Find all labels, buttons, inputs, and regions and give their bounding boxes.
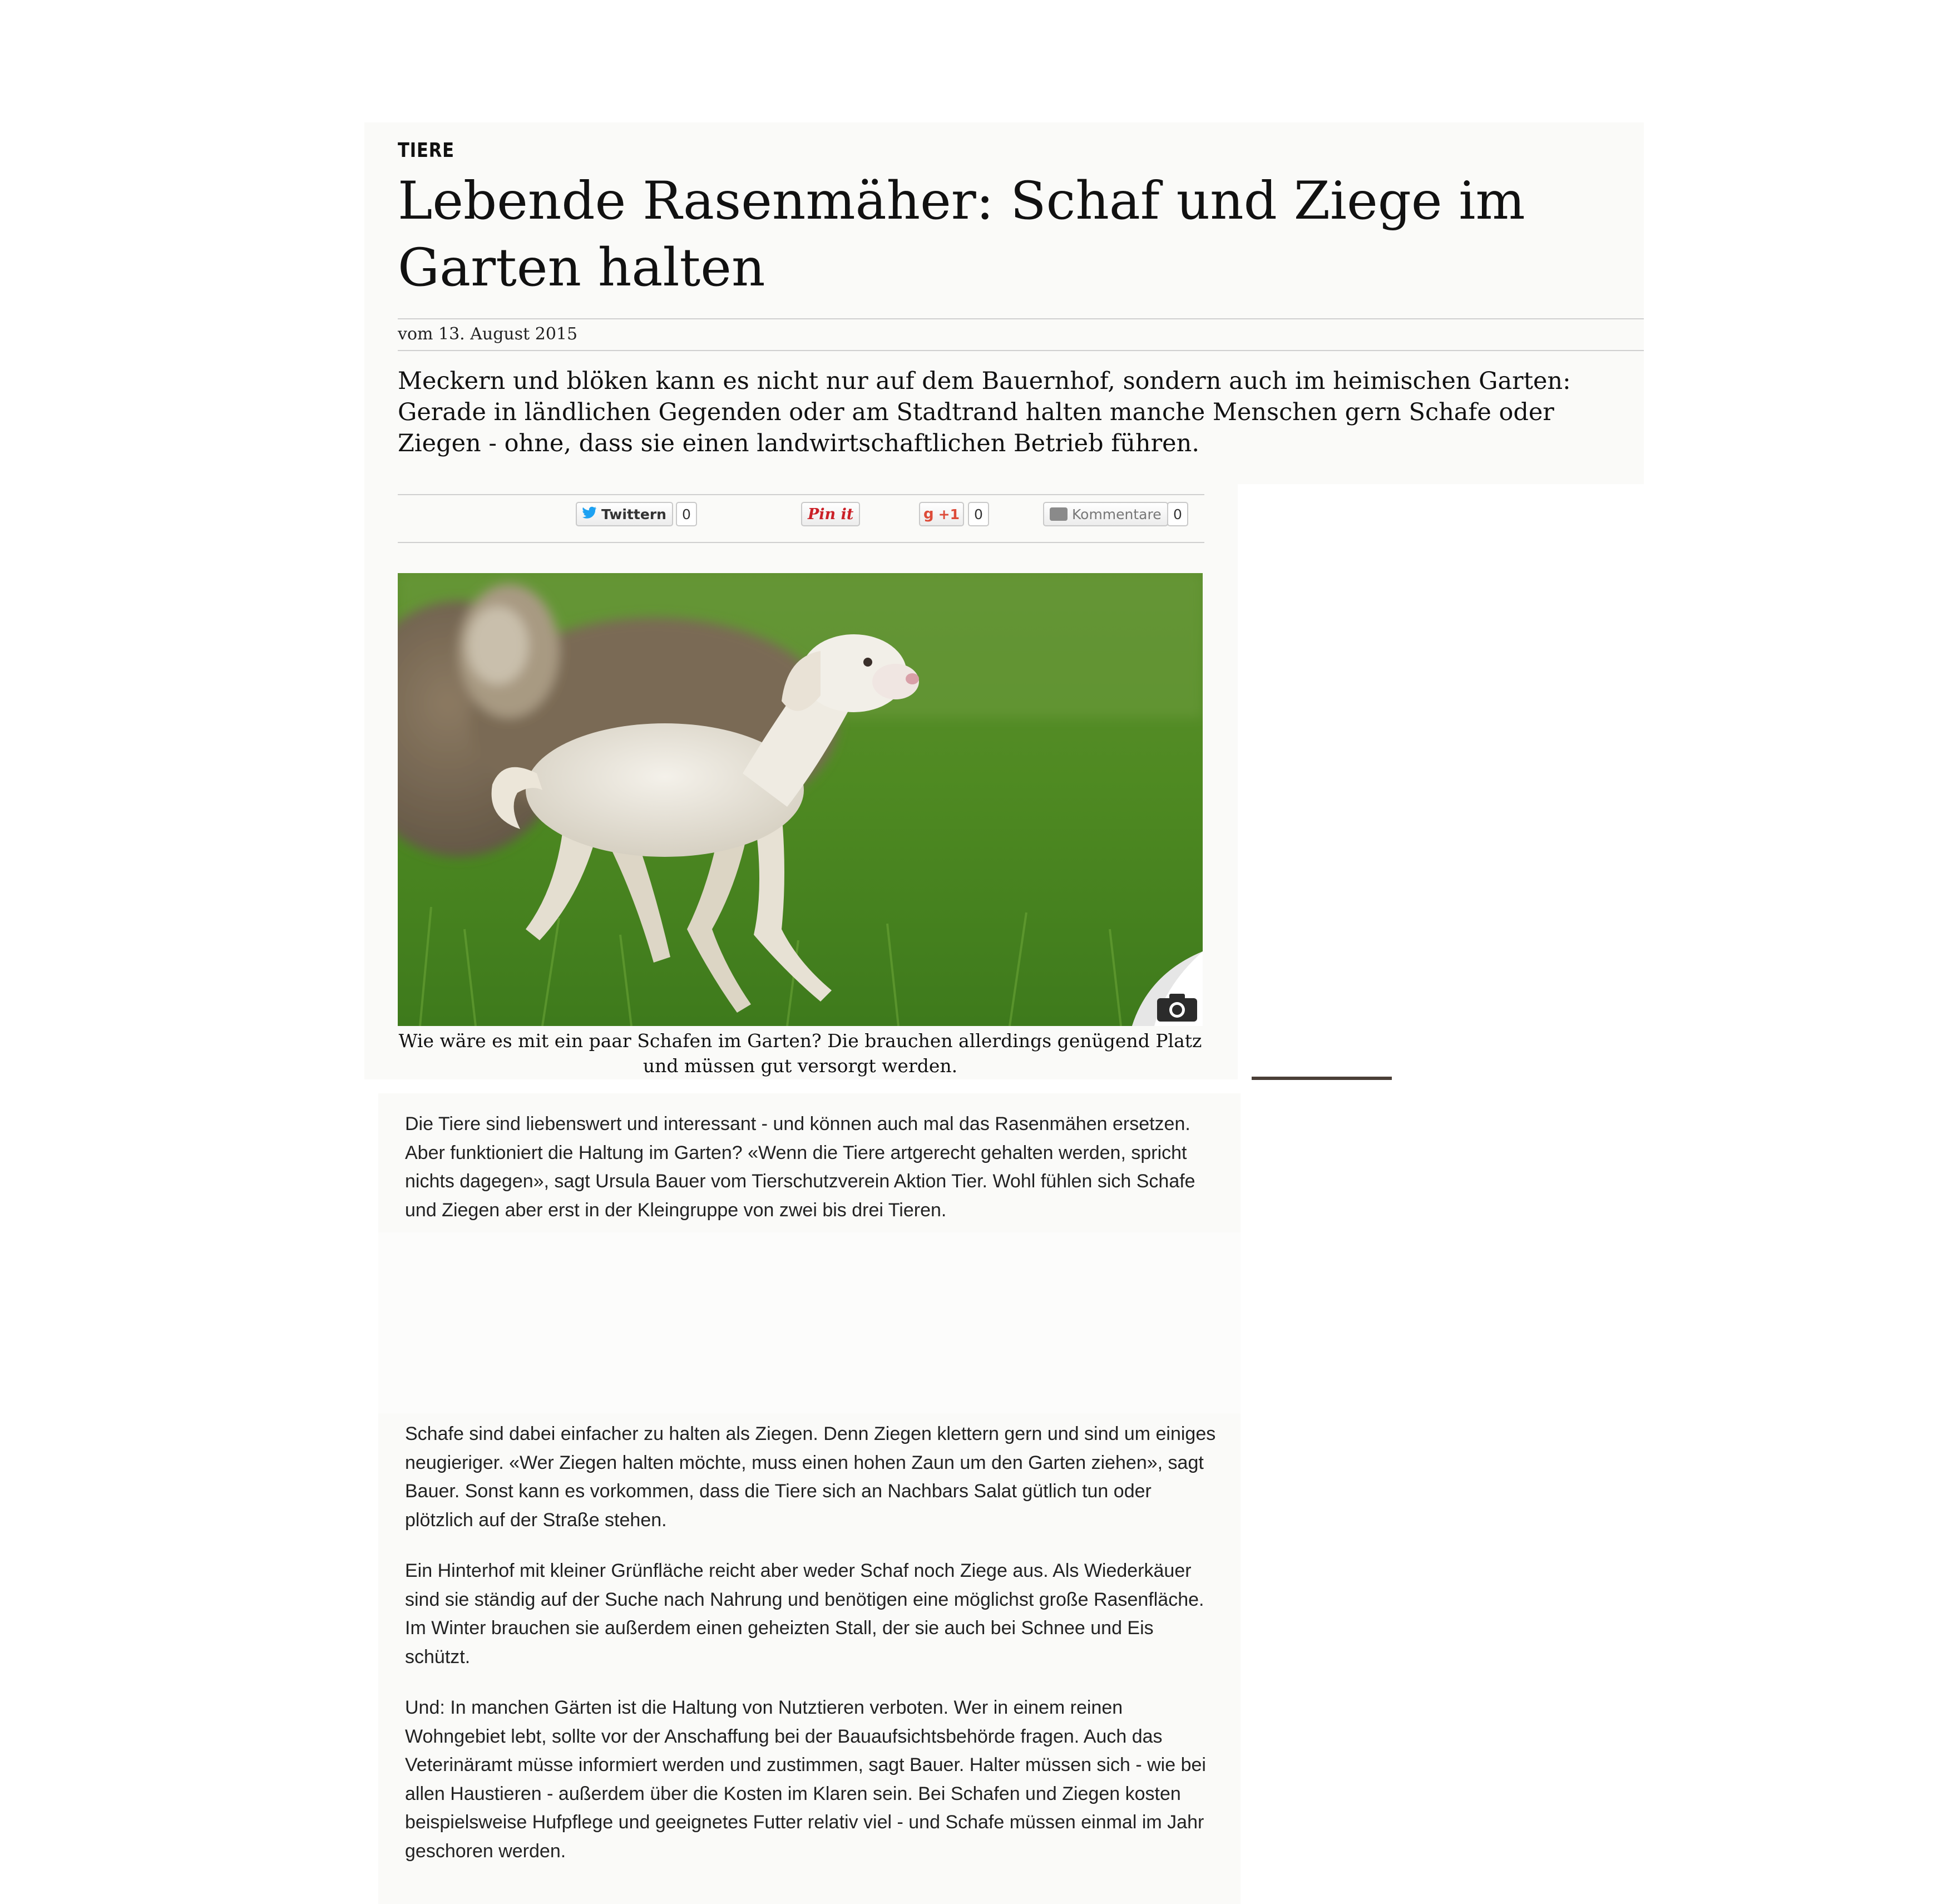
share-bar [398,494,1204,543]
twitter-share-label: Twittern [601,506,666,522]
comments-count: 0 [1167,502,1188,526]
speech-bubble-icon [1050,507,1068,521]
article-body-block [378,1093,1241,1232]
article-paragraph: Die Tiere sind liebenswert und interessant - und können auch mal das Rasenmähen ersetzen. Aber funktioniert die Haltung im Garten? «Wenn die Tiere artgerecht gehalten werden, spricht nichts dagegen», sagt Ursula Bauer vom Tierschutzverein Aktion Tier. Wohl fühlen sich Schafe und Ziegen aber erst in der Kleingruppe von zwei bis drei Tieren. [405,1113,1195,1221]
photo-caption: Wie wäre es mit ein paar Schafen im Garten? Die brauchen allerdings genügend Platz und müssen gut versorgt werden. [398,1030,1202,1077]
google-plus-label: +1 [938,506,960,522]
article-photo[interactable] [398,573,1203,1026]
divider [398,350,1644,351]
pinterest-label: Pin it [808,505,854,523]
twitter-bird-icon [582,506,597,522]
sidebar-image-edge [1252,1077,1392,1080]
twitter-share-button[interactable] [576,502,673,526]
article-paragraph: Ein Hinterhof mit kleiner Grünfläche reicht aber weder Schaf noch Ziege aus. Als Wiederkäuer sind sie ständig auf der Suche nach Nahrung und benötigen eine möglichst große Rasenfläche. Im Winter brauchen sie außerdem einen geheizten Stall, der sie auch bei Schnee und Eis schützt. [405,1560,1204,1668]
article-body-block [378,1413,1241,1904]
article-paragraph: Und: In manchen Gärten ist die Haltung von Nutztieren verboten. Wer in einem reinen Wohngebiet lebt, sollte vor der Anschaffung bei der Bauaufsichtsbehörde fragen. Auch das Veterinäramt müsse informiert werden und zustimmen, sagt Bauer. Halter müssen sich - wie bei allen Haustieren - außerdem über die Kosten im Klaren sein. Bei Schafen und Ziegen kosten beispielsweise Hufpflege und geeignetes Futter relativ viel - und Schafe müssen einmal im Jahr geschoren werden. [405,1697,1206,1862]
google-plus-icon: g [923,506,934,522]
article-lead: Meckern und blöken kann es nicht nur auf dem Bauernhof, sondern auch im heimischen Garten: Gerade in ländlichen Gegenden oder am Stadtrand halten manche Menschen gern Schafe oder Ziegen - ohne, dass sie einen landwirtschaftlichen Betrieb führen. [398,367,1571,457]
comments-label: Kommentare [1072,506,1162,522]
comments-button[interactable] [1043,502,1168,526]
camera-icon[interactable] [1155,990,1199,1024]
google-plus-button[interactable] [919,502,964,526]
pinterest-button[interactable] [801,502,860,526]
twitter-count: 0 [676,502,697,526]
google-plus-count: 0 [968,502,989,526]
ad-placeholder [378,1232,1241,1413]
article-header [364,122,1644,484]
article-title: Lebende Rasenmäher: Schaf und Ziege im Garten halten [398,171,1525,298]
category-kicker[interactable]: TIERE [398,139,454,162]
publish-date: vom 13. August 2015 [398,324,578,344]
article-paragraph: Schafe sind dabei einfacher zu halten als Ziegen. Denn Ziegen klettern gern und sind um einiges neugieriger. «Wer Ziegen halten möchte, muss einen hohen Zaun um den Garten ziehen», sagt Bauer. Sonst kann es vorkommen, dass die Tiere sich an Nachbars Salat gütlich tun oder plötzlich auf der Straße stehen. [405,1423,1216,1531]
pinterest-icon [808,506,853,523]
divider [398,318,1644,319]
